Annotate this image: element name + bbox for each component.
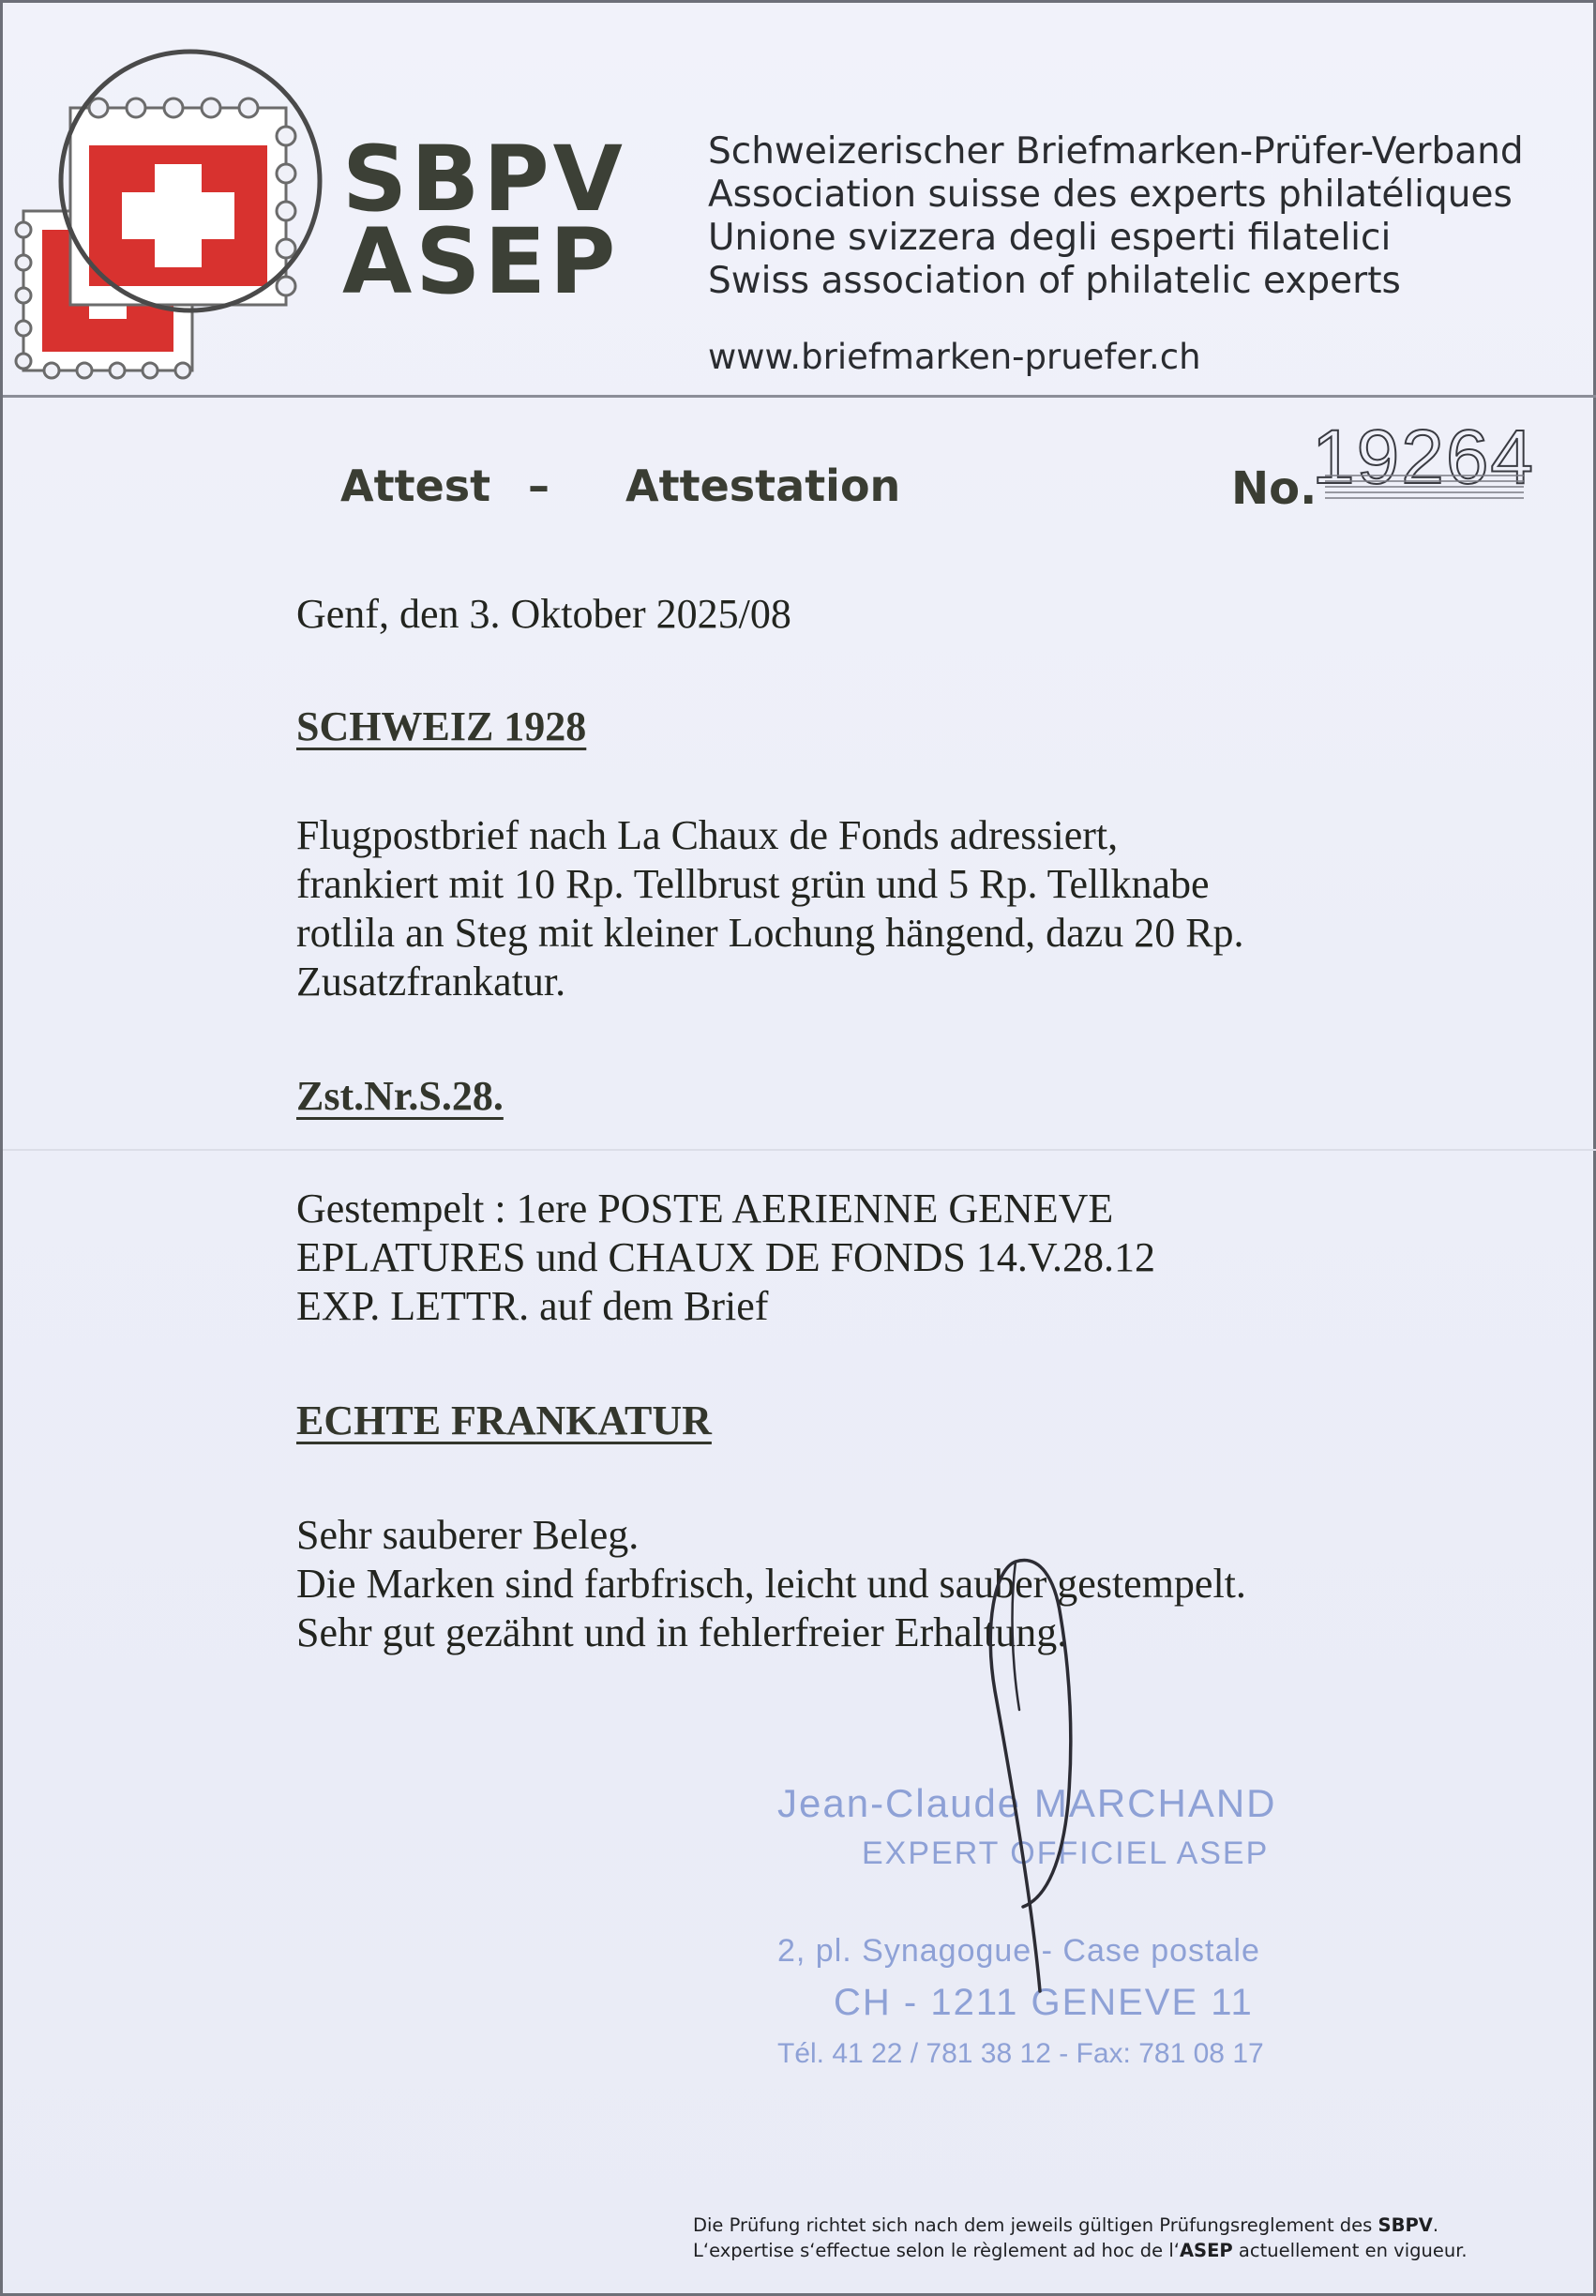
certificate-date: Genf, den 3. Oktober 2025/08 xyxy=(296,591,791,637)
footer-de-text: Die Prüfung richtet sich nach dem jeweils gültigen Prüfungsreglement des xyxy=(693,2214,1378,2236)
footer-line-fr xyxy=(693,2238,1468,2263)
footer-line-de xyxy=(693,2213,1468,2238)
header-divider xyxy=(3,395,1596,398)
stamp-address: 2, pl. Synagogue - Case postale xyxy=(777,1933,1260,1969)
description-line: Zusatzfrankatur. xyxy=(296,959,566,1004)
stamp-city: CH - 1211 GENEVE 11 xyxy=(834,1982,1254,2023)
condition-line: Sehr sauberer Beleg. xyxy=(296,1512,640,1558)
stamp-expert-name: Jean-Claude MARCHAND xyxy=(777,1781,1277,1825)
catalog-number-heading: Zst.Nr.S.28. xyxy=(296,1073,504,1119)
footer-fr-end: actuellement en vigueur. xyxy=(1232,2240,1468,2261)
paper-fold xyxy=(3,1149,1596,1151)
title-dash: – xyxy=(528,461,550,511)
handwritten-signature xyxy=(957,1550,1126,2001)
association-names xyxy=(708,130,1524,303)
country-heading: SCHWEIZ 1928 xyxy=(296,703,587,749)
footer-de-org: SBPV xyxy=(1378,2214,1433,2236)
cancellation-line: Gestempelt : 1ere POSTE AERIENNE GENEVE xyxy=(296,1186,1114,1231)
brand-asep: ASEP xyxy=(342,209,620,314)
certificate-number-label: No. xyxy=(1231,462,1317,515)
title-attest: Attest xyxy=(340,461,491,511)
title-attestation: Attestation xyxy=(625,461,901,511)
brand-wordmark xyxy=(342,127,626,314)
stamp-expert-role: EXPERT OFFICIEL ASEP xyxy=(862,1835,1270,1871)
condition-line: Sehr gut gezähnt und in fehlerfreier Erhaltung. xyxy=(296,1609,1068,1655)
description-line: Flugpostbrief nach La Chaux de Fonds adressiert, xyxy=(296,812,1119,858)
cancellation-line: EXP. LETTR. auf dem Brief xyxy=(296,1283,769,1329)
cancellation-line: EPLATURES und CHAUX DE FONDS 14.V.28.12 xyxy=(296,1234,1155,1280)
footer-fr-text: L‘expertise s‘effectue selon le règlement ad hoc de l‘ xyxy=(693,2240,1180,2261)
association-name-it: Unione svizzera degli esperti filatelici xyxy=(708,217,1392,259)
association-name-fr: Association suisse des experts philatéliques xyxy=(708,174,1513,216)
number-guilloche-lines xyxy=(1325,447,1524,504)
condition-line: Die Marken sind farbfrisch, leicht und sauber gestempelt. xyxy=(296,1561,1246,1607)
verdict-heading: ECHTE FRANKATUR xyxy=(296,1397,712,1443)
description-block xyxy=(296,811,1244,1006)
footer-de-end: . xyxy=(1432,2214,1439,2236)
stamp-phone-fax: Tél. 41 22 / 781 38 12 - Fax: 781 08 17 xyxy=(777,2038,1264,2069)
brand-sbpv: SBPV xyxy=(342,127,626,232)
cancellation-block xyxy=(296,1185,1155,1331)
association-name-en: Swiss association of philatelic experts xyxy=(708,260,1401,302)
footer-fr-org: ASEP xyxy=(1179,2240,1233,2261)
association-name-de: Schweizerischer Briefmarken-Prüfer-Verband xyxy=(708,130,1524,173)
certificate-number: 19264 xyxy=(1312,415,1536,500)
website-link[interactable]: www.briefmarken-pruefer.ch xyxy=(708,337,1201,377)
description-line: frankiert mit 10 Rp. Tellbrust grün und 5 Rp. Tellknabe xyxy=(296,861,1210,907)
footer-note xyxy=(693,2213,1468,2263)
description-line: rotlila an Steg mit kleiner Lochung hängend, dazu 20 Rp. xyxy=(296,910,1244,956)
swiss-cross-stamp-logo-icon xyxy=(14,42,333,380)
